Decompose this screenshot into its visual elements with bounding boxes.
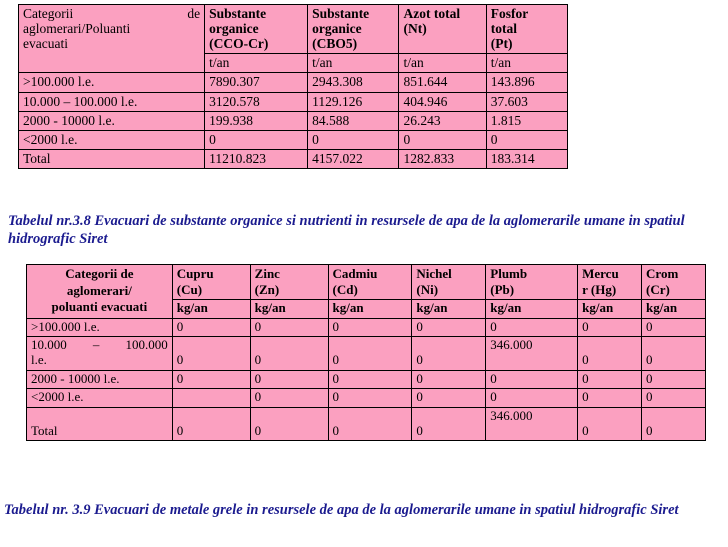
header-col-hg	[578, 265, 642, 300]
row-value-cr	[642, 337, 706, 371]
total-value-nt: 1282.833	[399, 149, 486, 168]
total-label: Total	[19, 149, 205, 168]
header-col-pb-line2: (Pb)	[490, 281, 515, 297]
header-category-line1-left: Categorii	[23, 6, 74, 21]
header-col-cco-line3: (CCO-Cr)	[209, 36, 269, 52]
row-value-cr: 0	[642, 318, 706, 337]
total-value-pt: 183.314	[486, 149, 567, 168]
header-col-cu-line2: (Cu)	[176, 281, 203, 297]
row-value-pt: 0	[486, 130, 567, 149]
header-col-cr-line1: Crom	[646, 266, 679, 281]
header-col-pt-line1: Fosfor	[490, 6, 529, 21]
row-category-line2: l.e.	[31, 351, 47, 367]
header-col-nt-line1: Azot total	[403, 6, 461, 21]
row-value-zn: 0	[250, 318, 328, 337]
row-value-cr: 0	[642, 370, 706, 389]
total-value-cu	[172, 407, 250, 441]
row-value-cco: 199.938	[205, 111, 308, 130]
unit-pb: kg/an	[486, 300, 578, 319]
total-value-cr	[642, 407, 706, 441]
row-value-cd: 0	[328, 318, 412, 337]
unit-cd: kg/an	[328, 300, 412, 319]
row-value-cbo: 2943.308	[308, 73, 399, 92]
header-col-cco-line2: organice	[209, 21, 259, 37]
row-value-zn-text: 0	[254, 352, 262, 368]
table-total-row	[27, 407, 706, 441]
total-value-hg	[578, 407, 642, 441]
row-value-hg: 0	[578, 389, 642, 408]
header-col-pb	[486, 265, 578, 300]
row-category: 2000 - 10000 l.e.	[19, 111, 205, 130]
total-value-cd	[328, 407, 412, 441]
row-category: 10.000 – 100.000 l.e.	[19, 92, 205, 111]
row-value-nt: 26.243	[399, 111, 486, 130]
row-value-ni: 0	[412, 370, 486, 389]
header-col-cbo-line3: (CBO5)	[312, 36, 358, 52]
row-value-hg-text: 0	[582, 352, 589, 368]
header-col-pt	[486, 5, 567, 54]
table-caption-3-9: Tabelul nr. 3.9 Evacuari de metale grele in resursele de apa de la aglomerarile umane in spatiul hidrografic Siret	[4, 502, 679, 518]
row-value-pt: 1.815	[486, 111, 567, 130]
row-value-cco: 0	[205, 130, 308, 149]
header-col-cu	[172, 265, 250, 300]
row-value-cd: 0	[328, 389, 412, 408]
total-label-text: Total	[31, 422, 58, 438]
header-category-line1-right: de	[187, 6, 201, 21]
header-col-zn-line2: (Zn)	[254, 281, 280, 297]
total-value-cr-text: 0	[646, 422, 653, 438]
table-header-row	[19, 5, 568, 54]
heavy-metals-table	[26, 264, 706, 441]
header-col-pb-line1: Plumb	[490, 266, 528, 281]
row-value-pb: 0	[486, 389, 578, 408]
table-row	[27, 370, 706, 389]
header-col-zn	[250, 265, 328, 300]
row-value-hg: 0	[578, 318, 642, 337]
header-col-cbo-line2: organice	[312, 21, 362, 37]
row-value-ni: 0	[412, 389, 486, 408]
row-value-cd: 0	[328, 370, 412, 389]
header-col-ni	[412, 265, 486, 300]
total-value-hg-text: 0	[582, 422, 589, 438]
total-value-ni-text: 0	[416, 422, 423, 438]
row-value-cu	[172, 389, 250, 408]
total-value-pb	[486, 407, 578, 441]
header-col-ni-line1: Nichel	[416, 266, 452, 281]
row-value-cd-text: 0	[332, 352, 340, 368]
row-category-line1-left: 10.000	[31, 337, 67, 353]
row-value-pt: 143.896	[486, 73, 567, 92]
row-value-nt: 404.946	[399, 92, 486, 111]
header-category-line1: Categorii de	[65, 266, 134, 282]
unit-pt: t/an	[486, 54, 567, 73]
header-col-pt-line3: (Pt)	[490, 36, 513, 52]
table-organic-substances-wrapper	[18, 4, 568, 169]
header-col-hg-line2: r (Hg)	[582, 281, 617, 297]
table-caption-3-8: Tabelul nr.3.8 Evacuari de substante organice si nutrienti in resursele de apa de la aglomerarile umane in spatiul hidrografic Siret	[8, 213, 685, 247]
row-value-zn	[250, 337, 328, 371]
unit-cr: kg/an	[642, 300, 706, 319]
row-value-ni	[412, 337, 486, 371]
row-value-pb: 0	[486, 318, 578, 337]
row-category	[27, 337, 173, 371]
unit-cbo: t/an	[308, 54, 399, 73]
row-value-pb: 0	[486, 370, 578, 389]
row-value-cu: 0	[172, 318, 250, 337]
header-col-cr	[642, 265, 706, 300]
total-value-cd-text: 0	[332, 422, 340, 438]
row-value-nt: 851.644	[399, 73, 486, 92]
row-category: 2000 - 10000 l.e.	[27, 370, 173, 389]
row-category: >100.000 l.e.	[19, 73, 205, 92]
table-total-row	[19, 149, 568, 168]
unit-cu: kg/an	[172, 300, 250, 319]
total-value-cbo: 4157.022	[308, 149, 399, 168]
header-col-cu-line1: Cupru	[176, 266, 214, 281]
row-value-nt: 0	[399, 130, 486, 149]
header-col-cco	[205, 5, 308, 54]
row-value-cco: 3120.578	[205, 92, 308, 111]
row-value-cco: 7890.307	[205, 73, 308, 92]
header-category-line2: aglomerari/Poluanti	[23, 21, 131, 37]
row-value-cu-text: 0	[176, 352, 184, 368]
header-col-ni-line2: (Ni)	[416, 281, 439, 297]
row-value-hg: 0	[578, 370, 642, 389]
row-value-cbo: 1129.126	[308, 92, 399, 111]
header-col-nt	[399, 5, 486, 54]
header-col-zn-line1: Zinc	[254, 266, 280, 281]
header-category-line2: aglomerari/	[66, 282, 132, 298]
header-col-cd	[328, 265, 412, 300]
total-label	[27, 407, 173, 441]
header-col-cd-line1: Cadmiu	[332, 266, 378, 281]
row-category: >100.000 l.e.	[27, 318, 173, 337]
unit-nt: t/an	[399, 54, 486, 73]
table-row	[19, 73, 568, 92]
row-value-cr-text: 0	[646, 352, 653, 368]
header-category-cell	[19, 5, 205, 73]
row-category: <2000 l.e.	[19, 130, 205, 149]
total-value-ni	[412, 407, 486, 441]
header-col-cco-line1: Substante	[209, 6, 267, 21]
total-value-zn-text: 0	[254, 422, 262, 438]
table-header-row	[27, 265, 706, 300]
header-col-cbo	[308, 5, 399, 54]
row-category-line1-dash: –	[92, 337, 100, 353]
row-value-cd	[328, 337, 412, 371]
row-value-cbo: 84.588	[308, 111, 399, 130]
row-value-cu	[172, 337, 250, 371]
header-col-nt-line2: (Nt)	[403, 21, 427, 37]
row-value-cu: 0	[172, 370, 250, 389]
header-col-cr-line2: (Cr)	[646, 281, 670, 297]
table-row	[27, 318, 706, 337]
total-value-cu-text: 0	[176, 422, 184, 438]
header-category-line3: poluanti evacuati	[51, 298, 148, 314]
row-value-pb-text: 346.000	[490, 337, 533, 353]
table-row	[27, 389, 706, 408]
table-heavy-metals-wrapper	[26, 264, 706, 441]
unit-cco: t/an	[205, 54, 308, 73]
total-value-pb-text: 346.000	[490, 407, 533, 423]
unit-ni: kg/an	[412, 300, 486, 319]
row-value-pb	[486, 337, 578, 371]
row-value-zn: 0	[250, 389, 328, 408]
row-value-ni: 0	[412, 318, 486, 337]
table-row	[27, 337, 706, 371]
header-col-hg-line1: Mercu	[582, 266, 619, 281]
row-value-ni-text: 0	[416, 352, 423, 368]
row-value-hg	[578, 337, 642, 371]
header-category-line3: evacuati	[23, 36, 68, 52]
row-value-zn: 0	[250, 370, 328, 389]
unit-hg: kg/an	[578, 300, 642, 319]
header-category-cell	[27, 265, 173, 319]
row-category: <2000 l.e.	[27, 389, 173, 408]
row-value-cbo: 0	[308, 130, 399, 149]
total-value-cco: 11210.823	[205, 149, 308, 168]
total-value-zn	[250, 407, 328, 441]
table-row	[19, 130, 568, 149]
header-col-cbo-line1: Substante	[312, 6, 370, 21]
row-category-line1-right: 100.000	[125, 337, 168, 353]
header-col-pt-line2: total	[490, 21, 517, 37]
unit-zn: kg/an	[250, 300, 328, 319]
header-col-cd-line2: (Cd)	[332, 281, 358, 297]
organic-substances-nutrients-table	[18, 4, 568, 169]
table-row	[19, 92, 568, 111]
row-value-cr: 0	[642, 389, 706, 408]
row-value-pt: 37.603	[486, 92, 567, 111]
table-row	[19, 111, 568, 130]
